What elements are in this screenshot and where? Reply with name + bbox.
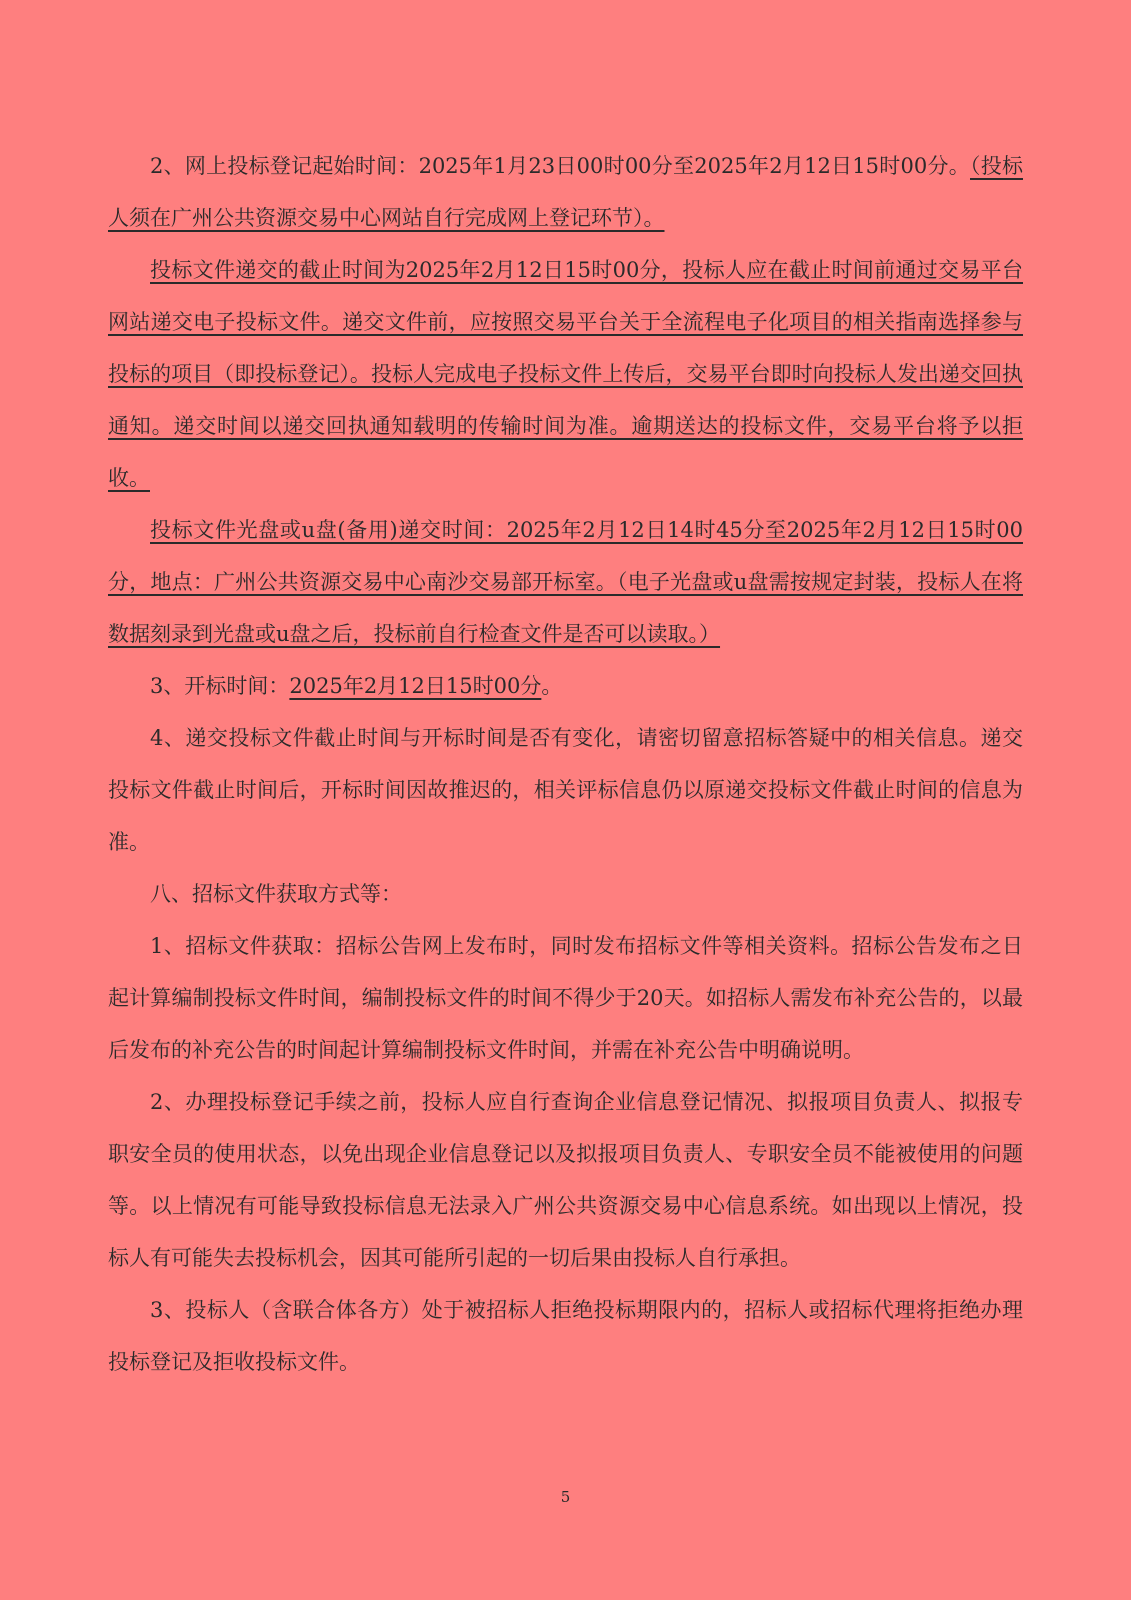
paragraph-text: 4、递交投标文件截止时间与开标时间是否有变化，请密切留意招标答疑中的相关信息。递交投标文件截止时间后，开标时间因故推迟的，相关评标信息仍以原递交投标文件截止时间的信息为准。 <box>108 726 1023 854</box>
underlined-text: 2025年2月12日15时00分 <box>289 674 542 698</box>
paragraph-opening-time <box>108 660 1023 712</box>
paragraph-text: 3、投标人（含联合体各方）处于被招标人拒绝投标期限内的，招标人或招标代理将拒绝办理投标登记及拒收投标文件。 <box>108 1298 1023 1374</box>
paragraph-online-registration <box>108 140 1023 244</box>
paragraph-text: 3、开标时间： <box>150 674 290 698</box>
paragraph-text: 2、网上投标登记起始时间：2025年1月23日00时00分至2025年2月12日15时00分。 <box>150 154 970 178</box>
underlined-text: 投标文件光盘或u盘(备用)递交时间：2025年2月12日14时45分至2025年2月12日15时00分，地点：广州公共资源交易中心南沙交易部开标室。（电子光盘或u盘需按规定封装，投标人在将数据刻录到光盘或u盘之后，投标前自行检查文件是否可以读取。） <box>108 518 1023 646</box>
heading-text: 八、招标文件获取方式等： <box>150 882 402 906</box>
paragraph-time-changes <box>108 712 1023 868</box>
document-body <box>108 140 1023 1388</box>
paragraph-backup-media <box>108 504 1023 660</box>
paragraph-registration-check <box>108 1076 1023 1284</box>
paragraph-text: 1、招标文件获取：招标公告网上发布时，同时发布招标文件等相关资料。招标公告发布之日起计算编制投标文件时间，编制投标文件的时间不得少于20天。如招标人需发布补充公告的，以最后发布的补充公告的时间起计算编制投标文件时间，并需在补充公告中明确说明。 <box>108 934 1023 1062</box>
page-number: 5 <box>560 1488 571 1506</box>
paragraph-rejection-period <box>108 1284 1023 1388</box>
underlined-text: （投标人须在广州公共资源交易中心网站自行完成网上登记环节）。 <box>108 154 1023 230</box>
section-heading <box>108 868 1023 920</box>
paragraph-text-after: 。 <box>541 674 563 698</box>
paragraph-text: 2、办理投标登记手续之前，投标人应自行查询企业信息登记情况、拟报项目负责人、拟报专职安全员的使用状态，以免出现企业信息登记以及拟报项目负责人、专职安全员不能被使用的问题等。以上情况有可能导致投标信息无法录入广州公共资源交易中心信息系统。如出现以上情况，投标人有可能失去投标机会，因其可能所引起的一切后果由投标人自行承担。 <box>108 1090 1023 1270</box>
paragraph-obtain-documents <box>108 920 1023 1076</box>
underlined-text: 投标文件递交的截止时间为2025年2月12日15时00分，投标人应在截止时间前通过交易平台网站递交电子投标文件。递交文件前，应按照交易平台关于全流程电子化项目的相关指南选择参与投标的项目（即投标登记）。投标人完成电子投标文件上传后，交易平台即时向投标人发出递交回执通知。递交时间以递交回执通知载明的传输时间为准。逾期送达的投标文件，交易平台将予以拒收。 <box>108 258 1023 490</box>
paragraph-submission-deadline <box>108 244 1023 504</box>
